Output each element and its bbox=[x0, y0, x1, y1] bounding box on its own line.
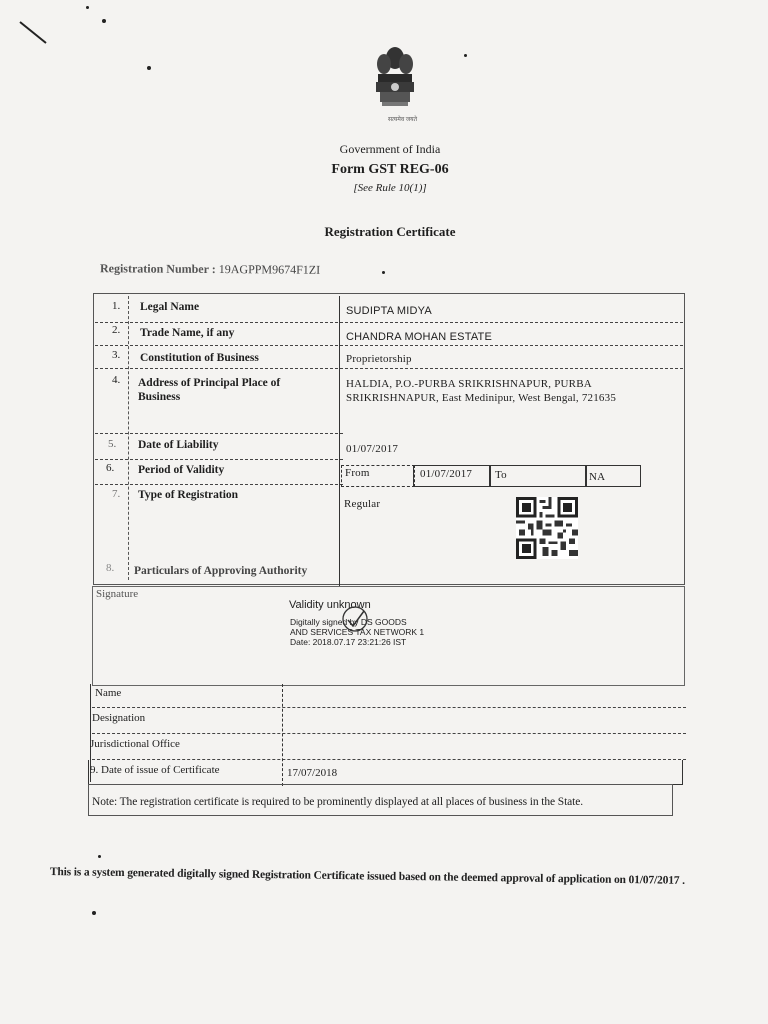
validity-to-value: NA bbox=[589, 471, 606, 483]
signature-check-icon bbox=[338, 602, 374, 636]
digital-signature-line: AND SERVICES TAX NETWORK 1 bbox=[290, 627, 425, 637]
row-number: 3. bbox=[112, 349, 121, 361]
row-number: 2. bbox=[112, 324, 121, 336]
qr-code-icon bbox=[516, 497, 578, 559]
digital-signature-line: Digitally signed by DS GOODS bbox=[290, 617, 407, 627]
row-number: 7. bbox=[112, 488, 121, 500]
constitution-value: Proprietorship bbox=[346, 353, 412, 365]
scan-mark-line bbox=[18, 20, 50, 46]
validity-from-label: From bbox=[345, 467, 370, 479]
registration-number bbox=[100, 261, 320, 278]
legal-name-value: SUDIPTA MIDYA bbox=[346, 305, 432, 317]
rule-reference: [See Rule 10(1)] bbox=[353, 182, 427, 194]
address-value: HALDIA, P.O.-PURBA SRIKRISHNAPUR, PURBA SRIKRISHNAPUR, East Medinipur, West Bengal, 721635 bbox=[346, 378, 617, 404]
issue-date-value: 17/07/2018 bbox=[287, 767, 338, 779]
form-title: Form GST REG-06 bbox=[331, 162, 449, 177]
jurisdictional-office-label: Jurisdictional Office bbox=[90, 738, 180, 750]
type-of-registration-value: Regular bbox=[344, 498, 381, 510]
approving-authority-label: Particulars of Approving Authority bbox=[134, 565, 308, 577]
row-number: 1. bbox=[112, 300, 121, 312]
trade-name-value: CHANDRA MOHAN ESTATE bbox=[346, 331, 492, 343]
row-number: 6. bbox=[106, 462, 115, 474]
signature-label: Signature bbox=[96, 588, 139, 600]
system-generated-footer: This is a system generated digitally signed Registration Certificate issued based on the deemed approval of application on 01/07/2017 . bbox=[49, 866, 685, 887]
date-of-liability-label: Date of Liability bbox=[138, 439, 219, 451]
registration-number-value: 19AGPPM9674F1ZI bbox=[218, 262, 321, 277]
government-title: Government of India bbox=[339, 142, 441, 156]
validity-from-value: 01/07/2017 bbox=[420, 468, 473, 480]
certificate-title: Registration Certificate bbox=[324, 224, 456, 239]
row-number: 4. bbox=[112, 374, 121, 386]
type-of-registration-label: Type of Registration bbox=[138, 489, 239, 501]
issue-date-label: 9. Date of issue of Certificate bbox=[90, 764, 220, 776]
digital-signature-date: Date: 2018.07.17 23:21:26 IST bbox=[290, 637, 407, 647]
period-of-validity-label: Period of Validity bbox=[138, 464, 225, 476]
emblem-motto: सत्यमेव जयते bbox=[388, 117, 418, 123]
national-emblem-icon bbox=[372, 44, 418, 116]
address-label: Address of Principal Place of Business bbox=[138, 377, 281, 403]
row-number: 5. bbox=[108, 438, 117, 450]
validity-to-label: To bbox=[495, 469, 507, 481]
name-label: Name bbox=[95, 687, 122, 699]
legal-name-label: Legal Name bbox=[140, 301, 200, 313]
trade-name-label: Trade Name, if any bbox=[140, 327, 235, 339]
constitution-label: Constitution of Business bbox=[140, 352, 259, 364]
row-number: 8. bbox=[106, 562, 115, 574]
validity-status: Validity unknown bbox=[289, 599, 371, 611]
display-note: Note: The registration certificate is required to be prominently displayed at all places of business in the State. bbox=[92, 796, 584, 808]
date-of-liability-value: 01/07/2017 bbox=[346, 443, 399, 455]
designation-label: Designation bbox=[92, 712, 146, 724]
registration-number-label: Registration Number : bbox=[99, 261, 216, 277]
